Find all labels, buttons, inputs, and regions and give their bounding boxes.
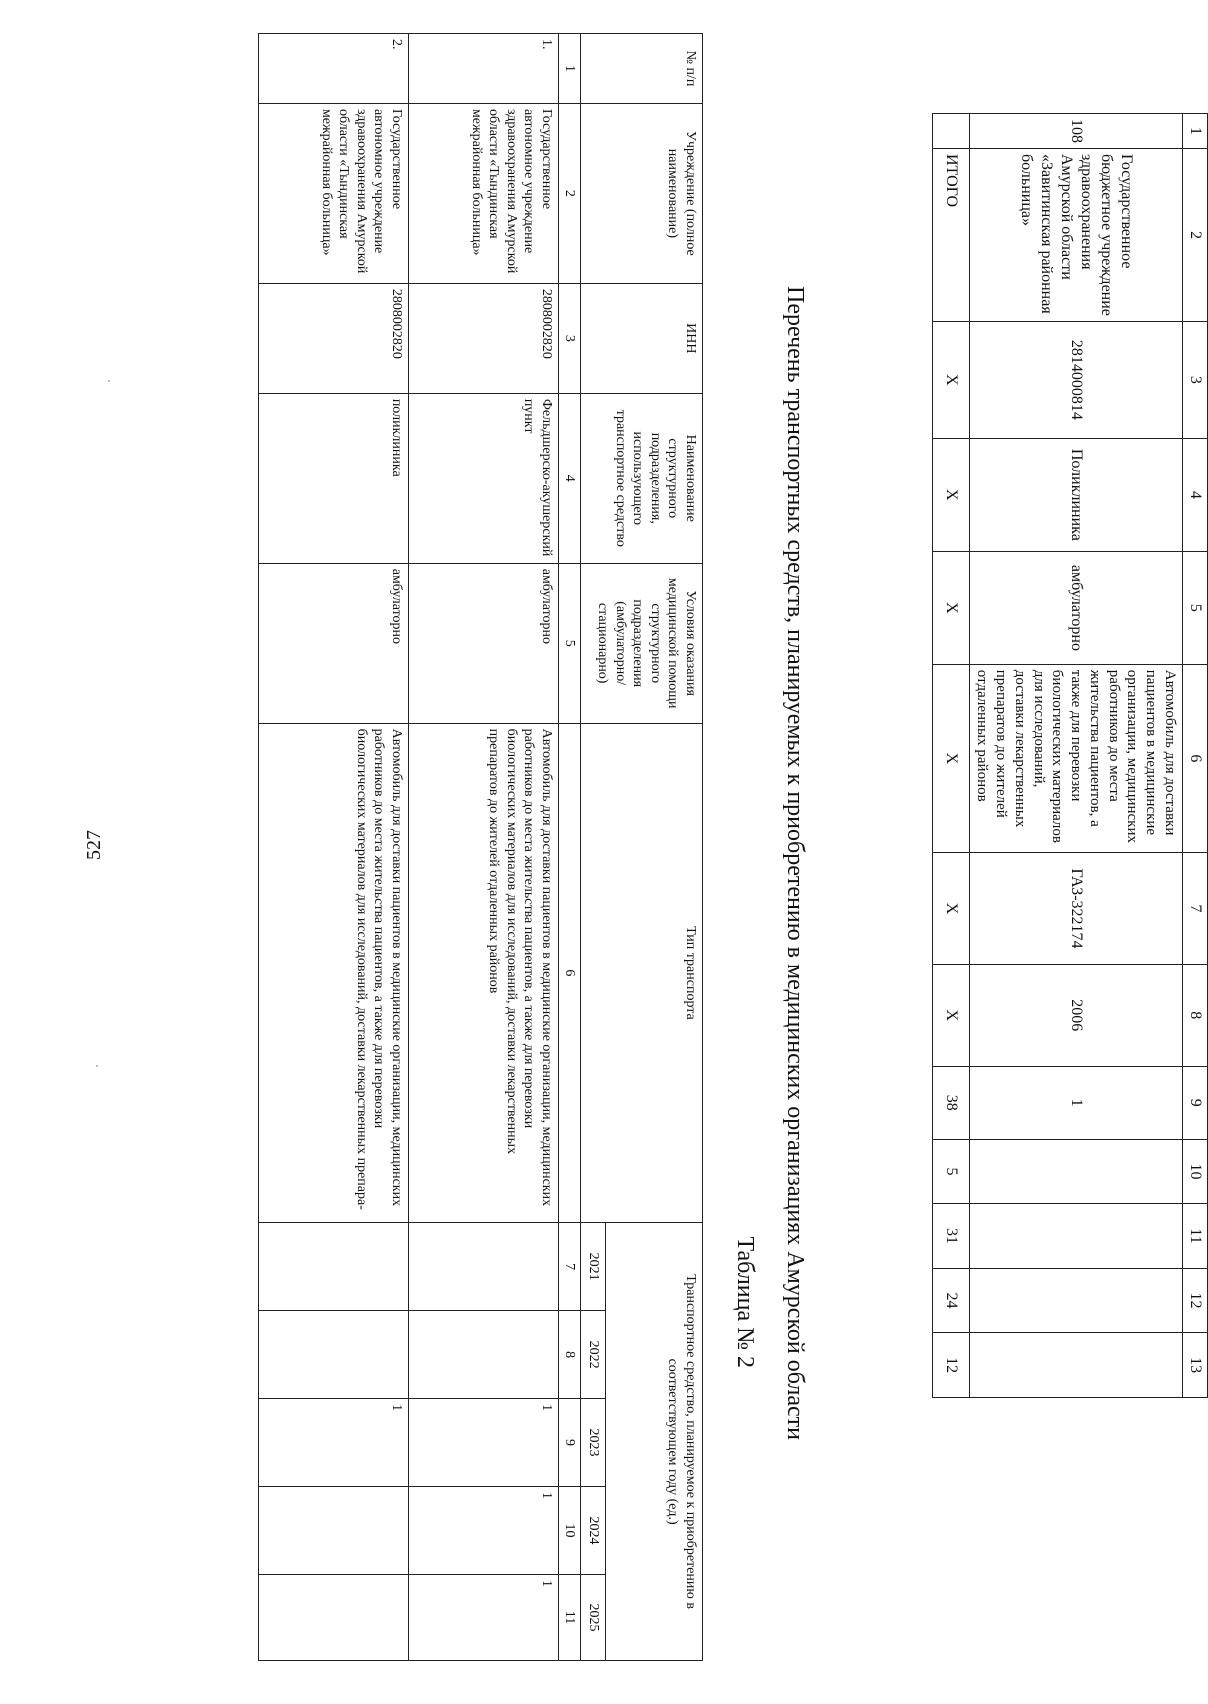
list-heading: Перечень транспортных средств, планируемых к приобретению в медицинских организациях Амурской области bbox=[782, 286, 808, 1440]
total-cell: Х bbox=[932, 965, 969, 1067]
column-number: 3 bbox=[559, 283, 582, 393]
vehicle-year: 2006 bbox=[969, 965, 1182, 1067]
column-number: 7 bbox=[559, 1223, 582, 1311]
scan-speck bbox=[96, 1065, 98, 1067]
care-conditions: амбулаторно bbox=[409, 563, 559, 723]
column-number: 11 bbox=[1183, 1204, 1208, 1269]
year-2023-value: 1 bbox=[259, 1399, 409, 1487]
header-inn: ИНН bbox=[581, 283, 703, 393]
year-2024-value: 1 bbox=[409, 1487, 559, 1575]
header-year: 2025 bbox=[581, 1574, 606, 1660]
row-number: 108 bbox=[969, 114, 1182, 149]
col9-value: 1 bbox=[969, 1066, 1182, 1139]
planned-vehicles-table bbox=[258, 33, 703, 1661]
total-cell: Х bbox=[932, 853, 969, 965]
column-number: 8 bbox=[559, 1311, 582, 1399]
column-number: 10 bbox=[1183, 1139, 1208, 1203]
institution-name: Государственное автономное учреждение здравоохранения Амурской области «Тындинская межрайонная больница» bbox=[409, 103, 559, 283]
header-year: 2023 bbox=[581, 1399, 606, 1487]
column-number: 13 bbox=[1183, 1333, 1208, 1398]
total-cell: 38 bbox=[932, 1066, 969, 1139]
total-cell: Х bbox=[932, 438, 969, 551]
header-num: № п/п bbox=[581, 34, 703, 104]
header-year: 2021 bbox=[581, 1223, 606, 1311]
column-number: 12 bbox=[1183, 1268, 1208, 1333]
column-number: 4 bbox=[559, 393, 582, 563]
column-number: 5 bbox=[1183, 552, 1208, 665]
transport-type: Автомобиль для доставки пациентов в медицинские организации, медицинских работников до места жительства пациентов, а также для перевозки биологических материалов для исследований, доставки лекарственных препара- bbox=[259, 723, 409, 1223]
col11-value bbox=[969, 1204, 1182, 1269]
subdivision: Поликлиника bbox=[969, 438, 1182, 551]
year-2024-value bbox=[259, 1487, 409, 1575]
header-institution: Учреждение (полное наименование) bbox=[581, 103, 703, 283]
column-number: 6 bbox=[559, 723, 582, 1223]
transport-type: Автомобиль для доставки пациентов в медицинские организации, медицинских работников до места жительства пациентов, а также для перевозки биологических материалов для исследований, доставки лекарственных препаратов до жителей отдаленных районов bbox=[969, 664, 1182, 852]
total-cell: Х bbox=[932, 322, 969, 438]
column-number-row bbox=[1183, 114, 1208, 1398]
col10-value bbox=[969, 1139, 1182, 1203]
header-year: 2024 bbox=[581, 1487, 606, 1575]
header-conditions: Условия оказания медицинской помощи структурного подразделения (амбулаторно/ стационарно) bbox=[581, 563, 703, 723]
header-subdivision: Наименование структурного подразделения, использующего транспортное средство bbox=[581, 393, 703, 563]
year-2025-value bbox=[259, 1574, 409, 1660]
column-number: 5 bbox=[559, 563, 582, 723]
total-cell: 31 bbox=[932, 1204, 969, 1269]
total-cell: Х bbox=[932, 552, 969, 665]
institution-name: Государственное автономное учреждение здравоохранения Амурской области «Тындинская межрайонная больница» bbox=[259, 103, 409, 283]
total-row bbox=[932, 114, 969, 1398]
column-number: 2 bbox=[559, 103, 582, 283]
header-year: 2022 bbox=[581, 1311, 606, 1399]
column-number-row bbox=[559, 34, 582, 1661]
column-number: 1 bbox=[1183, 114, 1208, 149]
scan-speck bbox=[108, 380, 110, 382]
page-number: 527 bbox=[83, 830, 105, 860]
table-row bbox=[969, 114, 1182, 1398]
inn: 2808002820 bbox=[259, 283, 409, 393]
column-number: 2 bbox=[1183, 149, 1208, 322]
institution-name: Государственное бюджетное учреждение здравоохранения Амурской области «Завитинская районная больница» bbox=[969, 149, 1182, 322]
year-2022-value bbox=[409, 1311, 559, 1399]
col12-value bbox=[969, 1268, 1182, 1333]
col13-value bbox=[969, 1333, 1182, 1398]
care-conditions: амбулаторно bbox=[969, 552, 1182, 665]
column-number: 9 bbox=[1183, 1066, 1208, 1139]
column-number: 4 bbox=[1183, 438, 1208, 551]
header-transport-type: Тип транспорта bbox=[581, 723, 703, 1223]
row-number: 1. bbox=[409, 34, 559, 104]
year-2021-value bbox=[409, 1223, 559, 1311]
rotated-landscape-content bbox=[158, 33, 1208, 1693]
total-cell: 24 bbox=[932, 1268, 969, 1333]
table-row bbox=[409, 34, 559, 1661]
column-number: 10 bbox=[559, 1487, 582, 1575]
column-number: 6 bbox=[1183, 664, 1208, 852]
header-row bbox=[606, 34, 703, 1661]
row-number: 2. bbox=[259, 34, 409, 104]
year-2022-value bbox=[259, 1311, 409, 1399]
inn: 2808002820 bbox=[409, 283, 559, 393]
year-2021-value bbox=[259, 1223, 409, 1311]
year-2025-value: 1 bbox=[409, 1574, 559, 1660]
subdivision: Фельдшерско-акушерский пункт bbox=[409, 393, 559, 563]
table-row bbox=[259, 34, 409, 1661]
column-number: 9 bbox=[559, 1399, 582, 1487]
year-2023-value: 1 bbox=[409, 1399, 559, 1487]
column-number: 3 bbox=[1183, 322, 1208, 438]
column-number: 11 bbox=[559, 1574, 582, 1660]
total-label: ИТОГО bbox=[932, 149, 969, 322]
header-planned: Транспортное средство, планируемое к приобретению в соответствующем году (ед.) bbox=[606, 1223, 703, 1661]
total-cell: 12 bbox=[932, 1333, 969, 1398]
total-empty-cell bbox=[932, 114, 969, 149]
care-conditions: амбулаторно bbox=[259, 563, 409, 723]
table-number: Таблица № 2 bbox=[732, 1236, 758, 1368]
subdivision: поликлиника bbox=[259, 393, 409, 563]
continuation-table bbox=[932, 113, 1208, 1398]
column-number: 8 bbox=[1183, 965, 1208, 1067]
column-number: 1 bbox=[559, 34, 582, 104]
column-number: 7 bbox=[1183, 853, 1208, 965]
inn: 2814000814 bbox=[969, 322, 1182, 438]
total-cell: 5 bbox=[932, 1139, 969, 1203]
total-cell: Х bbox=[932, 664, 969, 852]
vehicle-model: ГАЗ-322174 bbox=[969, 853, 1182, 965]
transport-type: Автомобиль для доставки пациентов в медицинские организации, медицинских работников до места жительства пациентов, а также для перевозки биологических материалов для исследований, доставки лекарственных препаратов до жителей отдаленных районов bbox=[409, 723, 559, 1223]
